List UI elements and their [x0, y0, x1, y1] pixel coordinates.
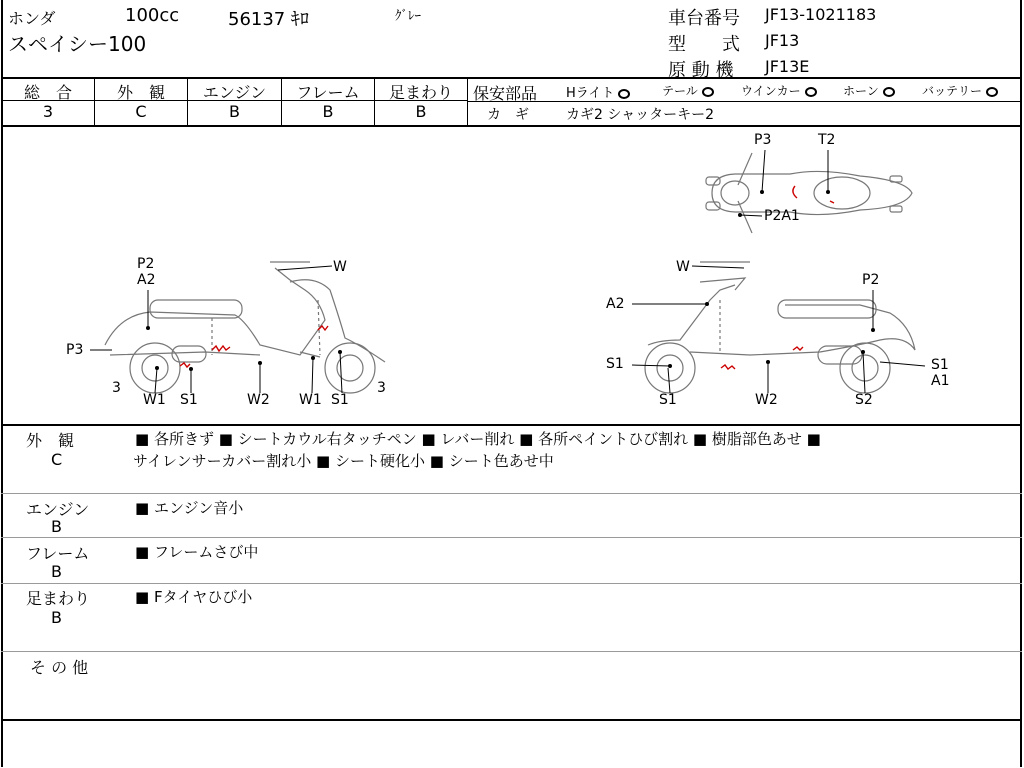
- diagram-label: W1: [143, 392, 166, 408]
- safety-battery-label: バッテリー: [922, 84, 983, 98]
- divider: [1, 651, 1022, 652]
- total-value: 3: [42, 102, 54, 121]
- diagram-label: S1: [331, 392, 349, 408]
- remark-line: ■ Fタイヤひび小: [135, 588, 253, 606]
- divider: [467, 78, 468, 125]
- diagram-label: P3: [66, 342, 84, 358]
- displacement: 100cc: [125, 5, 180, 26]
- diagram-label: S1: [180, 392, 198, 408]
- engine-grade-value: B: [229, 102, 240, 121]
- diagram-label: S1: [606, 356, 624, 372]
- ok-circle-icon: [986, 87, 998, 97]
- diagram-label: S2: [855, 392, 873, 408]
- safety-taillight: [662, 82, 714, 99]
- divider: [467, 101, 1022, 102]
- remark-line: ■ エンジン音小: [135, 499, 244, 517]
- diagram-label: S1: [659, 392, 677, 408]
- remark-label-engine: エンジン: [26, 500, 90, 519]
- remark-grade-engine: B: [51, 517, 62, 536]
- diagram-label: P2: [137, 256, 155, 272]
- safety-headlight: [566, 82, 630, 101]
- remark-line: ■ 各所きず ■ シートカウル右タッチペン ■ レバー削れ ■ 各所ペイントひび割れ ■ 樹脂部色あせ ■: [135, 430, 821, 448]
- diagram-label: S1: [931, 357, 949, 373]
- frame-no-label: 車台番号: [668, 8, 740, 29]
- remark-grade-exterior: C: [51, 450, 63, 469]
- divider: [1, 537, 1022, 538]
- divider: [1, 77, 1022, 79]
- model-name: スペイシー100: [8, 32, 147, 56]
- diagram-label: P2A1: [764, 208, 800, 224]
- diagram-label: 3: [112, 380, 121, 396]
- top-view-scooter: [706, 153, 912, 233]
- ok-circle-icon: [805, 87, 817, 97]
- divider: [1, 583, 1022, 584]
- exterior-value: C: [135, 102, 147, 121]
- diagram-label: P3: [754, 132, 772, 148]
- diagram-label: W2: [247, 392, 270, 408]
- safety-horn-label: ホーン: [843, 84, 879, 98]
- diagram-label: A1: [931, 373, 950, 389]
- safety-battery: [922, 82, 998, 99]
- color: ｸﾞﾚｰ: [395, 9, 421, 24]
- type-label: 型 式: [668, 34, 740, 55]
- key-value: カギ2 シャッターキー2: [566, 107, 714, 123]
- diagram-label: W1: [299, 392, 322, 408]
- diagram-label: A2: [137, 272, 156, 288]
- diagram-label: W: [333, 259, 347, 275]
- remark-grade-suspension: B: [51, 608, 62, 627]
- diagram-label: W: [676, 259, 690, 275]
- total-label: 総 合: [23, 83, 72, 102]
- safety-winker: [741, 82, 817, 99]
- divider: [1, 719, 1022, 721]
- key-label: カ ギ: [487, 107, 529, 123]
- remark-label-suspension: 足まわり: [26, 589, 91, 608]
- safety-headlight-label: Hライト: [566, 86, 615, 101]
- diagram-label: A2: [606, 296, 625, 312]
- damage-marks: [180, 186, 834, 369]
- suspension-grade-value: B: [415, 102, 427, 121]
- mileage: 56137 ｷﾛ: [228, 9, 309, 30]
- engine-label: 原 動 機: [668, 60, 734, 81]
- safety-label: 保安部品: [473, 84, 538, 103]
- ok-circle-icon: [702, 87, 714, 97]
- safety-horn: [843, 82, 895, 99]
- engine-grade-label: エンジン: [202, 83, 267, 102]
- divider: [1, 424, 1022, 426]
- remark-line: ■ フレームさび中: [135, 543, 259, 561]
- remark-label-other: そ の 他: [30, 658, 89, 677]
- ok-circle-icon: [618, 89, 630, 99]
- suspension-grade-label: 足まわり: [388, 83, 453, 102]
- ok-circle-icon: [883, 87, 895, 97]
- frame-grade-value: B: [322, 102, 334, 121]
- leader-lines: [90, 150, 925, 393]
- frame-grade-label: フレーム: [296, 83, 360, 102]
- remark-grade-frame: B: [51, 562, 62, 581]
- engine-value: JF13E: [765, 57, 810, 76]
- safety-winker-label: ウインカー: [741, 84, 801, 98]
- remark-label-exterior: 外 観: [26, 431, 75, 450]
- exterior-label: 外 観: [116, 83, 165, 102]
- safety-taillight-label: テール: [662, 84, 698, 98]
- diagram-label: T2: [818, 132, 836, 148]
- frame-no: JF13-1021183: [765, 5, 877, 24]
- divider: [1, 493, 1022, 494]
- type-value: JF13: [765, 31, 800, 50]
- remark-line: サイレンサーカバー割れ小 ■ シート硬化小 ■ シート色あせ中: [133, 452, 554, 470]
- remark-label-frame: フレーム: [26, 544, 90, 563]
- maker: ホンダ: [8, 9, 56, 28]
- diagram-label: W2: [755, 392, 778, 408]
- diagram-label: P2: [862, 272, 880, 288]
- diagram-label: 3: [377, 380, 386, 396]
